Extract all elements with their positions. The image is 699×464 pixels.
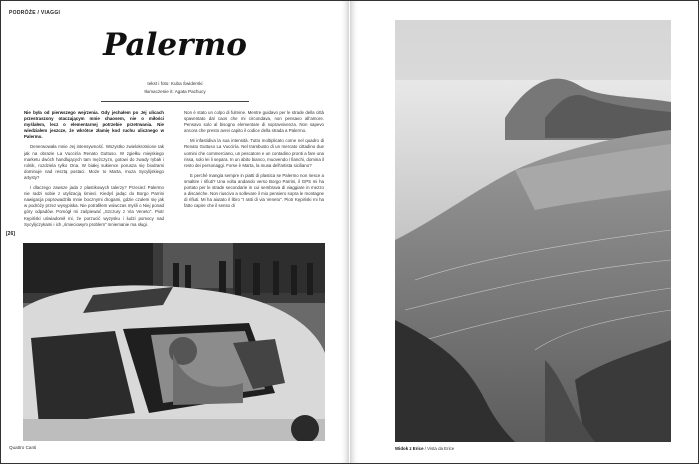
title-divider <box>101 101 249 102</box>
polish-column <box>24 110 164 232</box>
polish-paragraph-3: I dlaczego zawsze jada z plastikowych talerzy? Przecież Palermo nie radzi sobie z utylizacją śmieci. Kiedyś jadąc do Borgo Parrini nawigacja poprowadziła mnie bocznymi drogami, gdzie czułem się jak w podróży przez wysypiska. Nie potrafiłem wówczas myśli o Niej ponad góry odpadów. Pomógł mi zaśpiewać „Szczury z Via Veneto”. Piotr Kępiński uświadomił mi, że porzucić wyzysku i ludzi pomocy nad Sycylijczykami i ich „śmieciowym problem” mniemanie ma sługi. <box>24 185 164 227</box>
credits <box>1 80 349 96</box>
photo-fiat-street <box>23 243 325 441</box>
photo-caption-right <box>395 446 454 451</box>
caption-location-pl: Widok z Erice <box>395 446 424 451</box>
italian-paragraph-2: Mi infastidiva la sua intensità. Tutto moltiplicato come nel quadro di Renato Guttuso La Vuccirìa. Nel trambusto di un mercato cittadino due uomini che commerciano, un pescatore e un contadino pronti a fare una rissa, solo lei li separa. In un abito bianco, muovendo i fianchi, domina il resto dei personaggi. Forse è Marta, la musa dell’artista siciliano? <box>184 138 324 168</box>
polish-paragraph-1: Nie była od pierwszego wejrzenia. Gdy jechałem po Jej ulicach przestraszony otaczającym mnie chaosem, nie o miłości myślałem, lecz o elementarnej potrzebie przetrwania. Nie wiedziałem jeszcze, że wkrótce złamię kod ruchu ulicznego w Palermo. <box>24 110 164 140</box>
page-number: [26] <box>6 231 15 237</box>
photo-erice-coast <box>395 20 671 442</box>
credits-translator: tłumaczenie it: Agata Pachucy <box>144 89 206 94</box>
photo-caption-left: Quattro Canti <box>9 445 37 450</box>
coast-photo-graphic <box>395 20 671 442</box>
left-page <box>1 1 349 463</box>
article-title: Palermo <box>103 27 247 63</box>
street-photo-graphic <box>23 243 325 441</box>
polish-paragraph-2: Denerwowała mnie Jej intensywność. Wszystko zwielokrotnione tak jak na obrazie La Vuccirìa Renato Guttuso. W zgiełku miejskiego marketu dwóch handlujących tam mężczyzn, gotowi do zwady rybak i rolnik, rozdziela tylko Ona. W białej sukience porusza się biodrami dominuje nad resztą postaci. Może to Marta, muza Sycylijskiego artysty? <box>24 144 164 180</box>
right-page <box>350 1 698 463</box>
section-tag: PODRÓŻE / VIAGGI <box>9 10 61 16</box>
caption-location-it: / Vista da Erice <box>423 446 455 451</box>
italian-paragraph-3: E perché mangia sempre in piatti di plastica se Palermo non riesce a smaltire i rifiuti? Una volta andando verso Borgo Parrini, il GPS mi ha portato per le strade secondarie in cui sembrava di viaggiare in mezzo a discariche. Non riuscivo a sollevare il mio pensiero sopra le montagne di rifiuti. Mi ha aiutato il libro “I ratti di via Veneto”. Piotr Kępiński mi ha fatto capire che il senso di <box>184 172 324 209</box>
credits-author: tekst i foto: Kuba Świderski <box>147 81 203 86</box>
italian-paragraph-1: Non è stato un colpo di fulmine. Mentre guidavo per le strade della città spaventato dal caos che mi circondava, non pensavo all’amore. Pensavo solo al bisogno elementare di sopravvivenza. Non sapevo ancora che presto avrei capito il codice della strada a Palermo. <box>184 110 324 134</box>
italian-column <box>184 110 324 213</box>
